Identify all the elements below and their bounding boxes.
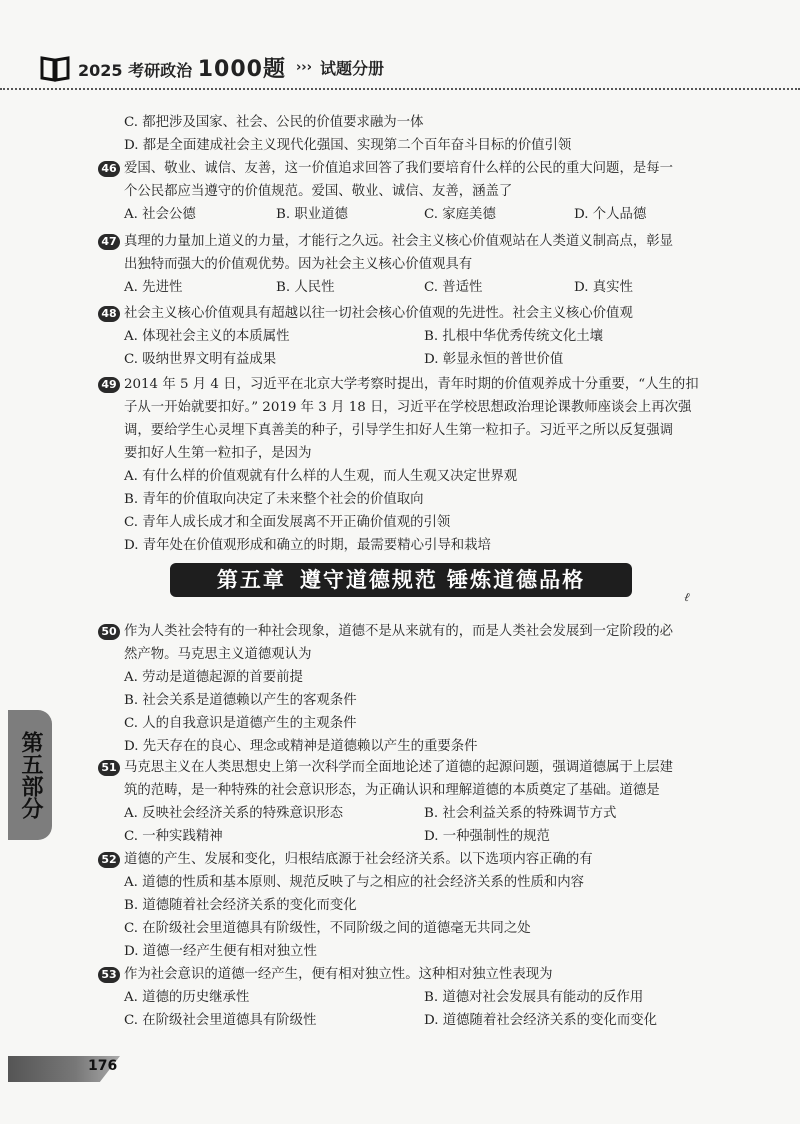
q50-option-c: C. 人的自我意识是道德产生的主观条件 — [124, 716, 357, 731]
header-divider — [0, 88, 800, 90]
chapter-title: 遵守道德规范 锤炼道德品格 — [299, 568, 586, 592]
q50-stem: 作为人类社会特有的一种社会现象，道德不是从来就有的，而是人类社会发展到一定阶段的必 — [124, 624, 674, 639]
q45-option-d: D. 都是全面建成社会主义现代化强国、实现第二个百年奋斗目标的价值引领 — [124, 138, 572, 153]
book-icon — [40, 54, 70, 82]
book-title — [78, 52, 286, 83]
q46-stem: 爱国、敬业、诚信、友善，这一价值追求回答了我们要培育什么样的公民的重大问题，是每一 — [124, 161, 674, 176]
q48-stem: 社会主义核心价值观具有超越以往一切社会核心价值观的先进性。社会主义核心价值观 — [124, 306, 633, 321]
q52-option-c: C. 在阶级社会里道德具有阶级性，不同阶级之间的道德毫无共同之处 — [124, 921, 531, 936]
q52-option-b: B. 道德随着社会经济关系的变化而变化 — [124, 898, 357, 913]
q50-option-a: A. 劳动是道德起源的首要前提 — [124, 670, 303, 685]
q48-option-d: D. 彰显永恒的普世价值 — [424, 352, 564, 367]
q52-stem: 道德的产生、发展和变化，归根结底源于社会经济关系。以下选项内容正确的有 — [124, 852, 593, 867]
q47-option-a: A. 先进性 — [124, 280, 183, 295]
question-number: 47 — [98, 234, 120, 250]
q50-stem: 然产物。马克思主义道德观认为 — [124, 647, 312, 662]
q53-option-c: C. 在阶级社会里道德具有阶级性 — [124, 1013, 317, 1028]
q45-option-c: C. 都把涉及国家、社会、公民的价值要求融为一体 — [124, 115, 424, 130]
page-number: 176 — [88, 1058, 118, 1074]
book-title-text: 考研政治 — [128, 61, 193, 80]
q50-option-b: B. 社会关系是道德赖以产生的客观条件 — [124, 693, 357, 708]
q49-stem: 调，要给学生心灵埋下真善美的种子，引导学生扣好人生第一粒扣子。习近平之所以反复强调 — [124, 423, 674, 438]
q47-stem: 出独特而强大的价值观优势。因为社会主义核心价值观具有 — [124, 257, 473, 272]
chevrons-icon: ››› — [295, 60, 313, 75]
question-number: 46 — [98, 161, 120, 177]
q46-option-c: C. 家庭美德 — [424, 207, 496, 222]
q53-option-a: A. 道德的历史继承性 — [124, 990, 250, 1005]
book-year: 2025 — [78, 61, 123, 80]
q53-option-b: B. 道德对社会发展具有能动的反作用 — [424, 990, 644, 1005]
chapter-banner — [170, 563, 632, 597]
q53-stem: 作为社会意识的道德一经产生，便有相对独立性。这种相对独立性表现为 — [124, 967, 553, 982]
book-unit: 题 — [262, 57, 286, 82]
q51-stem: 马克思主义在人类思想史上第一次科学而全面地论述了道德的起源问题，强调道德属于上层建 — [124, 760, 674, 775]
q47-stem: 真理的力量加上道义的力量，才能行之久远。社会主义核心价值观站在人类道义制高点，彰显 — [124, 234, 674, 249]
q52-option-a: A. 道德的性质和基本原则、规范反映了与之相应的社会经济关系的性质和内容 — [124, 875, 585, 890]
question-number: 53 — [98, 967, 120, 983]
part-tab: 第五部分 — [8, 710, 52, 840]
book-count: 1000 — [197, 57, 263, 82]
q46-stem: 个公民都应当遵守的价值规范。爱国、敬业、诚信、友善，涵盖了 — [124, 184, 513, 199]
q48-option-a: A. 体现社会主义的本质属性 — [124, 329, 290, 344]
q49-option-c: C. 青年人成长成才和全面发展离不开正确价值观的引领 — [124, 515, 451, 530]
q49-option-a: A. 有什么样的价值观就有什么样的人生观，而人生观又决定世界观 — [124, 469, 518, 484]
q52-option-d: D. 道德一经产生便有相对独立性 — [124, 944, 317, 959]
q51-option-a: A. 反映社会经济关系的特殊意识形态 — [124, 806, 344, 821]
q51-option-b: B. 社会利益关系的特殊调节方式 — [424, 806, 617, 821]
q49-stem: 2014 年 5 月 4 日，习近平在北京大学考察时提出，青年时期的价值观养成十分重要，“人生的扣 — [124, 377, 699, 392]
question-number: 52 — [98, 852, 120, 868]
q46-option-d: D. 个人品德 — [574, 207, 647, 222]
q51-option-c: C. 一种实践精神 — [124, 829, 223, 844]
book-subtitle: 试题分册 — [320, 59, 385, 78]
question-number: 50 — [98, 624, 120, 640]
q48-option-c: C. 吸纳世界文明有益成果 — [124, 352, 277, 367]
chapter-number: 第五章 — [216, 568, 286, 592]
q49-stem: 要扣好人生第一粒扣子，是因为 — [124, 446, 312, 461]
q46-option-b: B. 职业道德 — [276, 207, 348, 222]
q46-option-a: A. 社会公德 — [124, 207, 196, 222]
question-number: 49 — [98, 377, 120, 393]
q50-option-d: D. 先天存在的良心、理念或精神是道德赖以产生的重要条件 — [124, 739, 478, 754]
q47-option-b: B. 人民性 — [276, 280, 335, 295]
q49-option-d: D. 青年处在价值观形成和确立的时期，最需要精心引导和栽培 — [124, 538, 491, 553]
q47-option-c: C. 普适性 — [424, 280, 483, 295]
running-header — [40, 52, 384, 83]
q47-option-d: D. 真实性 — [574, 280, 633, 295]
q48-option-b: B. 扎根中华优秀传统文化土壤 — [424, 329, 604, 344]
q53-option-d: D. 道德随着社会经济关系的变化而变化 — [424, 1013, 658, 1028]
pen-mark: ℓ — [681, 589, 693, 605]
q49-option-b: B. 青年的价值取向决定了未来整个社会的价值取向 — [124, 492, 424, 507]
question-number: 51 — [98, 760, 120, 776]
q51-option-d: D. 一种强制性的规范 — [424, 829, 550, 844]
q51-stem: 筑的范畴，是一种特殊的社会意识形态，为正确认识和理解道德的本质奠定了基础。道德是 — [124, 783, 660, 798]
q49-stem: 子从一开始就要扣好。” 2019 年 3 月 18 日，习近平在学校思想政治理论课教师座谈会上再次强 — [124, 400, 692, 415]
question-number: 48 — [98, 306, 120, 322]
